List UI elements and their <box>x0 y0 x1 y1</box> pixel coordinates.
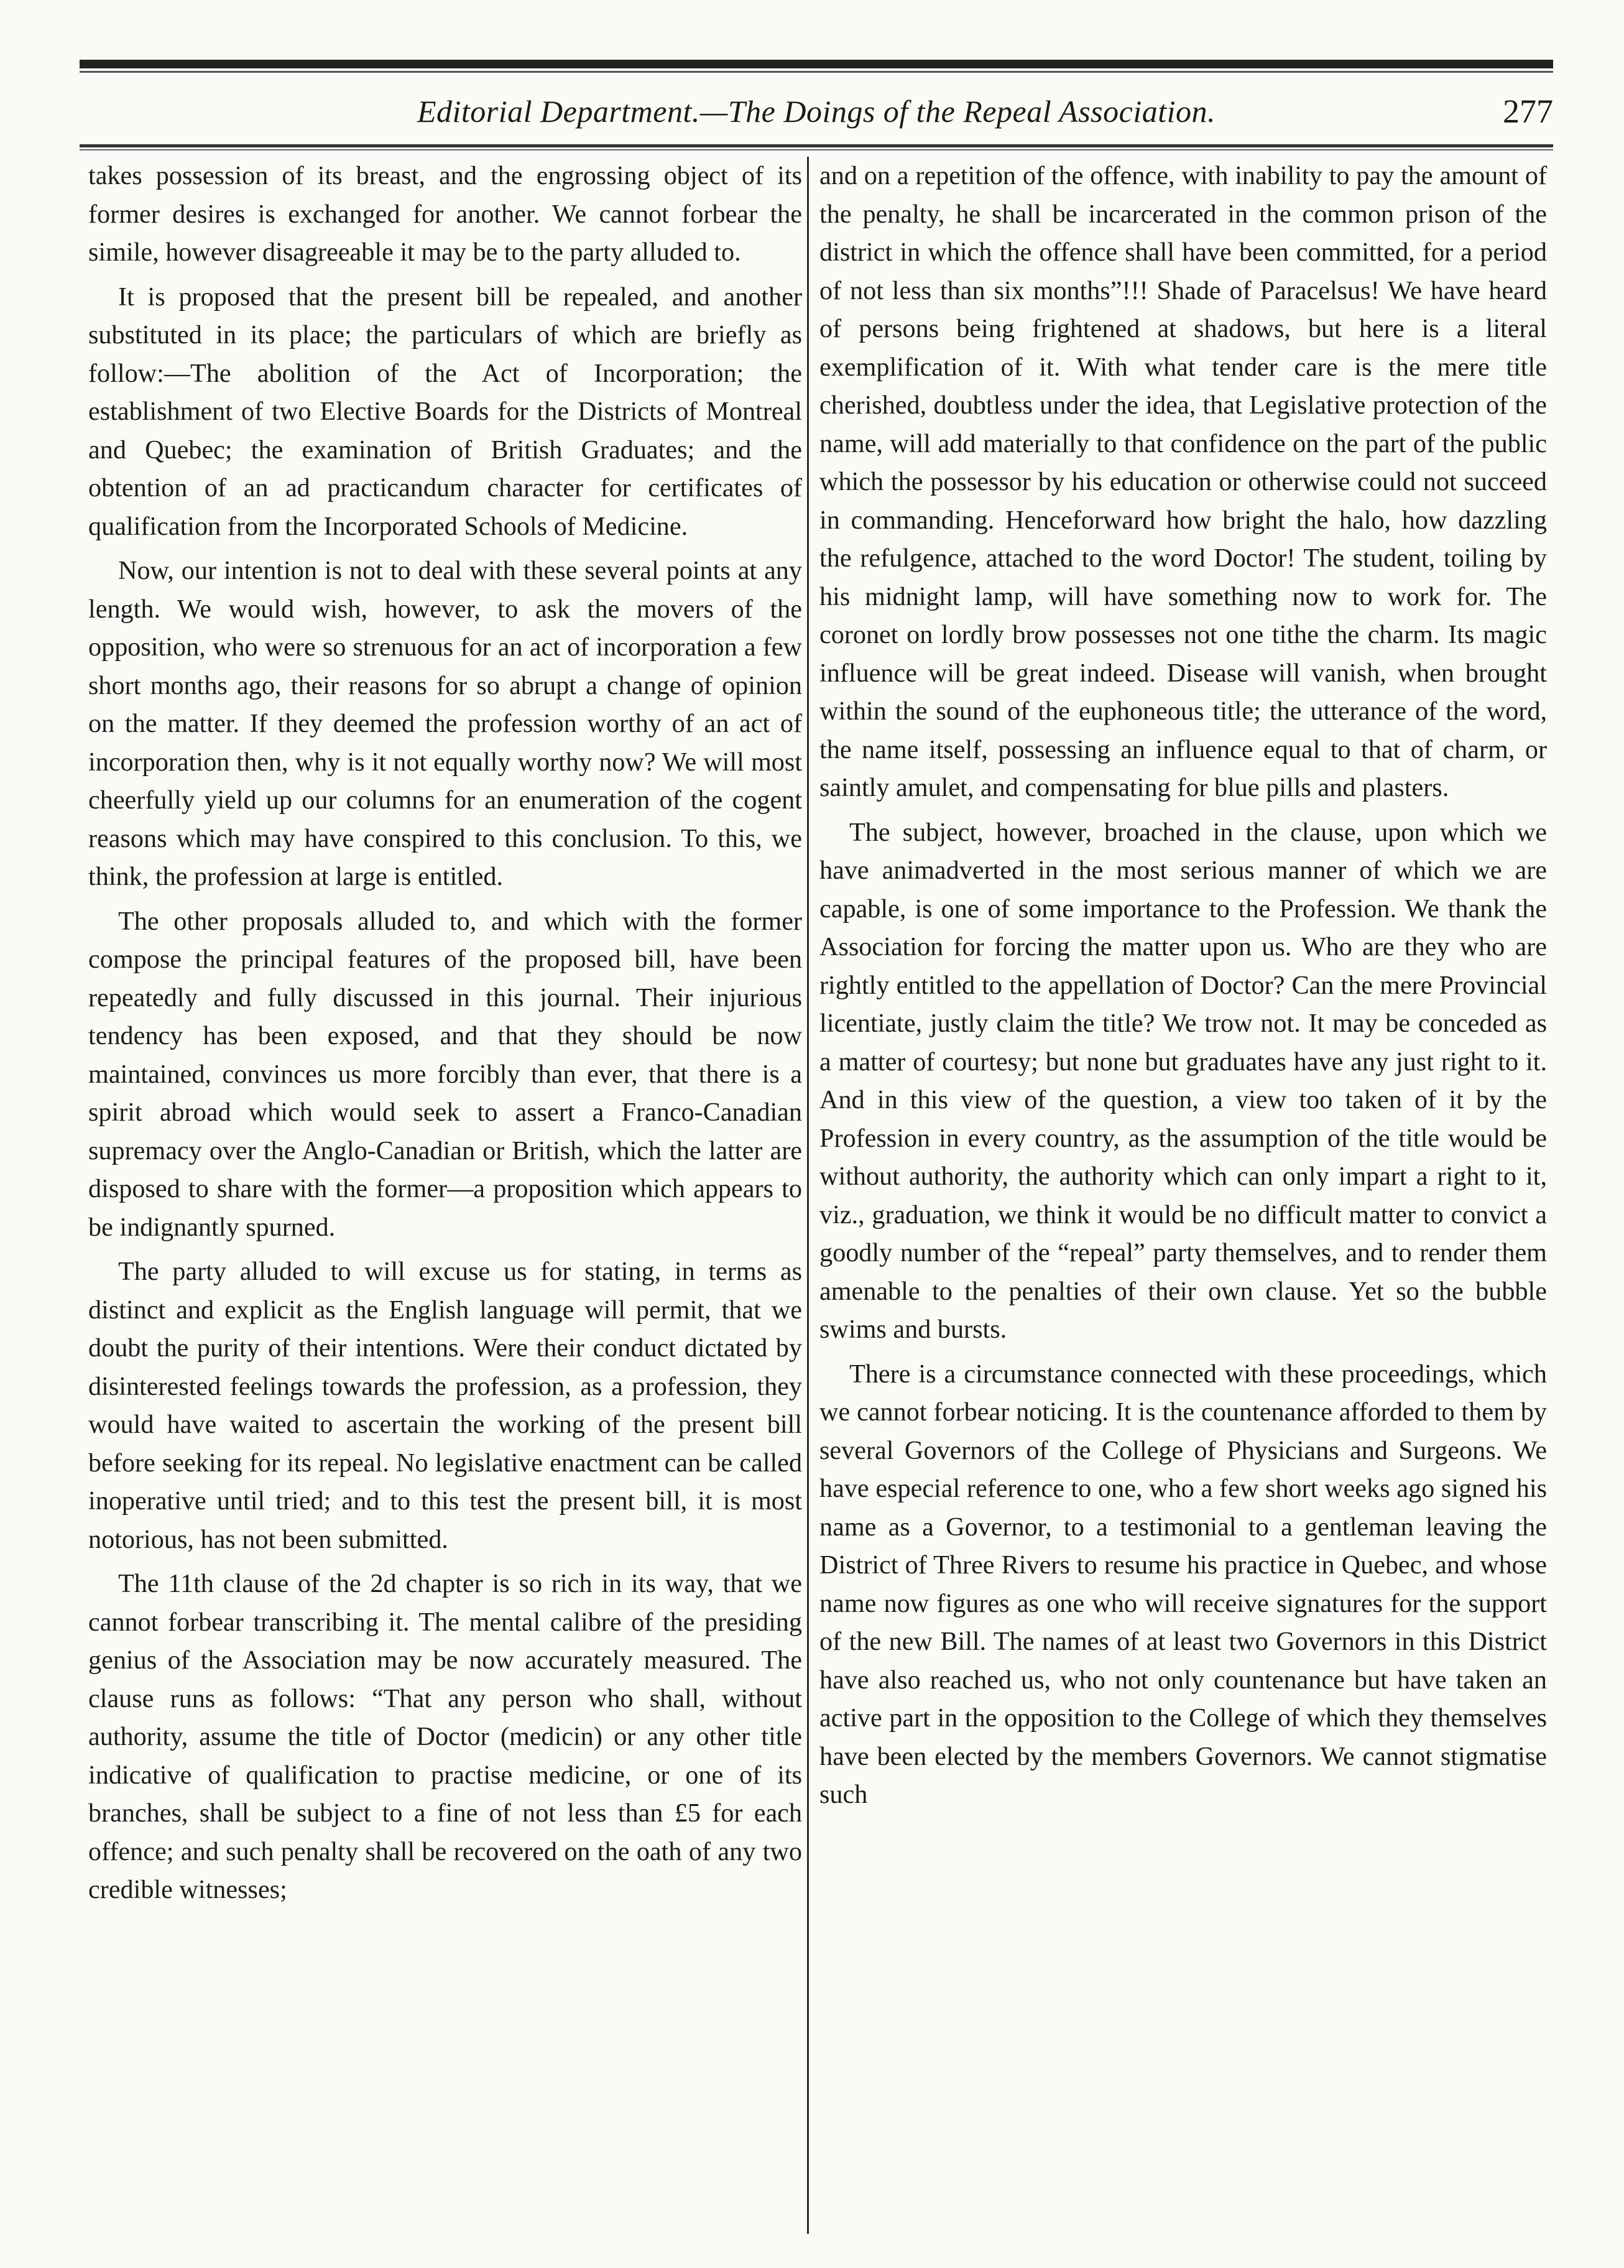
left-column <box>88 157 802 1915</box>
paragraph: The other proposals alluded to, and which with the former compose the principal features of the proposed bill, have been repeatedly and fully discussed in this journal. Their injurious tendency has been exposed, and that they should be now maintained, convinces us more forcibly than ever, that there is a spirit abroad which would seek to assert a Franco-Canadian supremacy over the Anglo-Canadian or British, which the latter are disposed to share with the former—a proposition which appears to be indignantly spurned. <box>88 906 802 1242</box>
paragraph: The 11th clause of the 2d chapter is so rich in its way, that we cannot forbear transcribing it. The mental calibre of the presiding genius of the Association may be now accurately measured. The clause runs as follows: “That any person who shall, without authority, assume the title of Doctor (medicin) or any other title indicative of qualification to practise medicine, or one of its branches, shall be subject to a fine of not less than £5 for each offence; and such penalty shall be recovered on the oath of any two credible witnesses; <box>88 1569 802 1904</box>
top-border-rule-thin <box>80 71 1553 73</box>
paragraph: The party alluded to will excuse us for stating, in terms as distinct and explicit as the English language will permit, that we doubt the purity of their intentions. Were their conduct dictated by disinterested feelings towards the profession, as a profession, they would have waited to ascertain the working of the present bill before seeking for its repeal. No legislative enactment can be called inoperative until tried; and to this test the present bill, it is most notorious, has not been submitted. <box>88 1257 802 1554</box>
top-border-rule <box>80 60 1553 68</box>
running-head <box>80 93 1553 143</box>
paragraph: There is a circumstance connected with these proceedings, which we cannot forbear noticing. It is the countenance afforded to them by several Governors of the College of Physicians and Surgeons. We have especial reference to one, who a few short weeks ago signed his name as a Governor, to a testimonial to a gentleman leaving the District of Three Rivers to resume his practice in Quebec, and whose name now figures as one who will receive signatures for the support of the new Bill. The names of at least two Governors in this District have also reached us, who not only countenance but have taken an active part in the opposition to the College of which they themselves have been elected by the members Governors. We cannot stigmatise such <box>819 1359 1547 1809</box>
header-rule-thin <box>80 149 1553 150</box>
paragraph: Now, our intention is not to deal with these several points at any length. We would wish, however, to ask the movers of the opposition, who were so strenuous for an act of incorporation a few short months ago, their reasons for so abrupt a change of opinion on the matter. If they deemed the profession worthy of an act of incorporation then, why is it not equally worthy now? We will most cheerfully yield up our columns for an enumeration of the cogent reasons which may have conspired to this conclusion. To this, we think, the profession at large is entitled. <box>88 556 802 891</box>
header-rule <box>80 144 1553 147</box>
column-divider <box>807 157 809 2234</box>
paragraph: takes possession of its breast, and the engrossing object of its former desires is exchanged for another. We cannot forbear the simile, however disagreeable it may be to the party alluded to. <box>88 161 802 267</box>
page-number: 277 <box>1503 93 1553 130</box>
paragraph: and on a repetition of the offence, with inability to pay the amount of the penalty, he shall be incarcerated in the common prison of the district in which the offence shall have been committed, for a period of not less than six months”!!! Shade of Paracelsus! We have heard of persons being frightened at shadows, but here is a literal exemplification of it. With what tender care is the mere title cherished, doubtless under the idea, that Legislative protection of the name, will add materially to that confidence on the part of the public which the possessor by his education or otherwise could not succeed in commanding. Henceforward how bright the halo, how dazzling the refulgence, attached to the word Doctor! The student, toiling by his midnight lamp, will have something now to work for. The coronet on lordly brow possesses not one tithe the charm. Its magic influence will be great indeed. Disease will vanish, when brought within the sound of the euphoneous title; the utterance of the word, the name itself, possessing an influence equal to that of charm, or saintly amulet, and compensating for blue pills and plasters. <box>819 161 1547 802</box>
paragraph: It is proposed that the present bill be repealed, and another substituted in its place; the particulars of which are briefly as follow:—The abolition of the Act of Incorporation; the establishment of two Elective Boards for the Districts of Montreal and Quebec; the examination of British Graduates; and the obtention of an ad practicandum character for certificates of qualification from the Incorporated Schools of Medicine. <box>88 282 802 541</box>
paragraph: The subject, however, broached in the clause, upon which we have animadverted in the most serious manner of which we are capable, is one of some importance to the Profession. We thank the Association for forcing the matter upon us. Who are they who are rightly entitled to the appellation of Doctor? Can the mere Provincial licentiate, justly claim the title? We trow not. It may be conceded as a matter of courtesy; but none but graduates have any just right to it. And in this view of the question, a view too taken of it by the Profession in every country, as the assumption of the title would be without authority, the authority which can only impart a right to it, viz., graduation, we think it would be no difficult matter to convict a goodly number of the “repeal” party themselves, and to render them amenable to the penalties of their own clause. Yet so the bubble swims and bursts. <box>819 817 1547 1344</box>
running-title: Editorial Department.—The Doings of the Repeal Association. <box>417 94 1216 129</box>
right-column <box>819 157 1547 1820</box>
